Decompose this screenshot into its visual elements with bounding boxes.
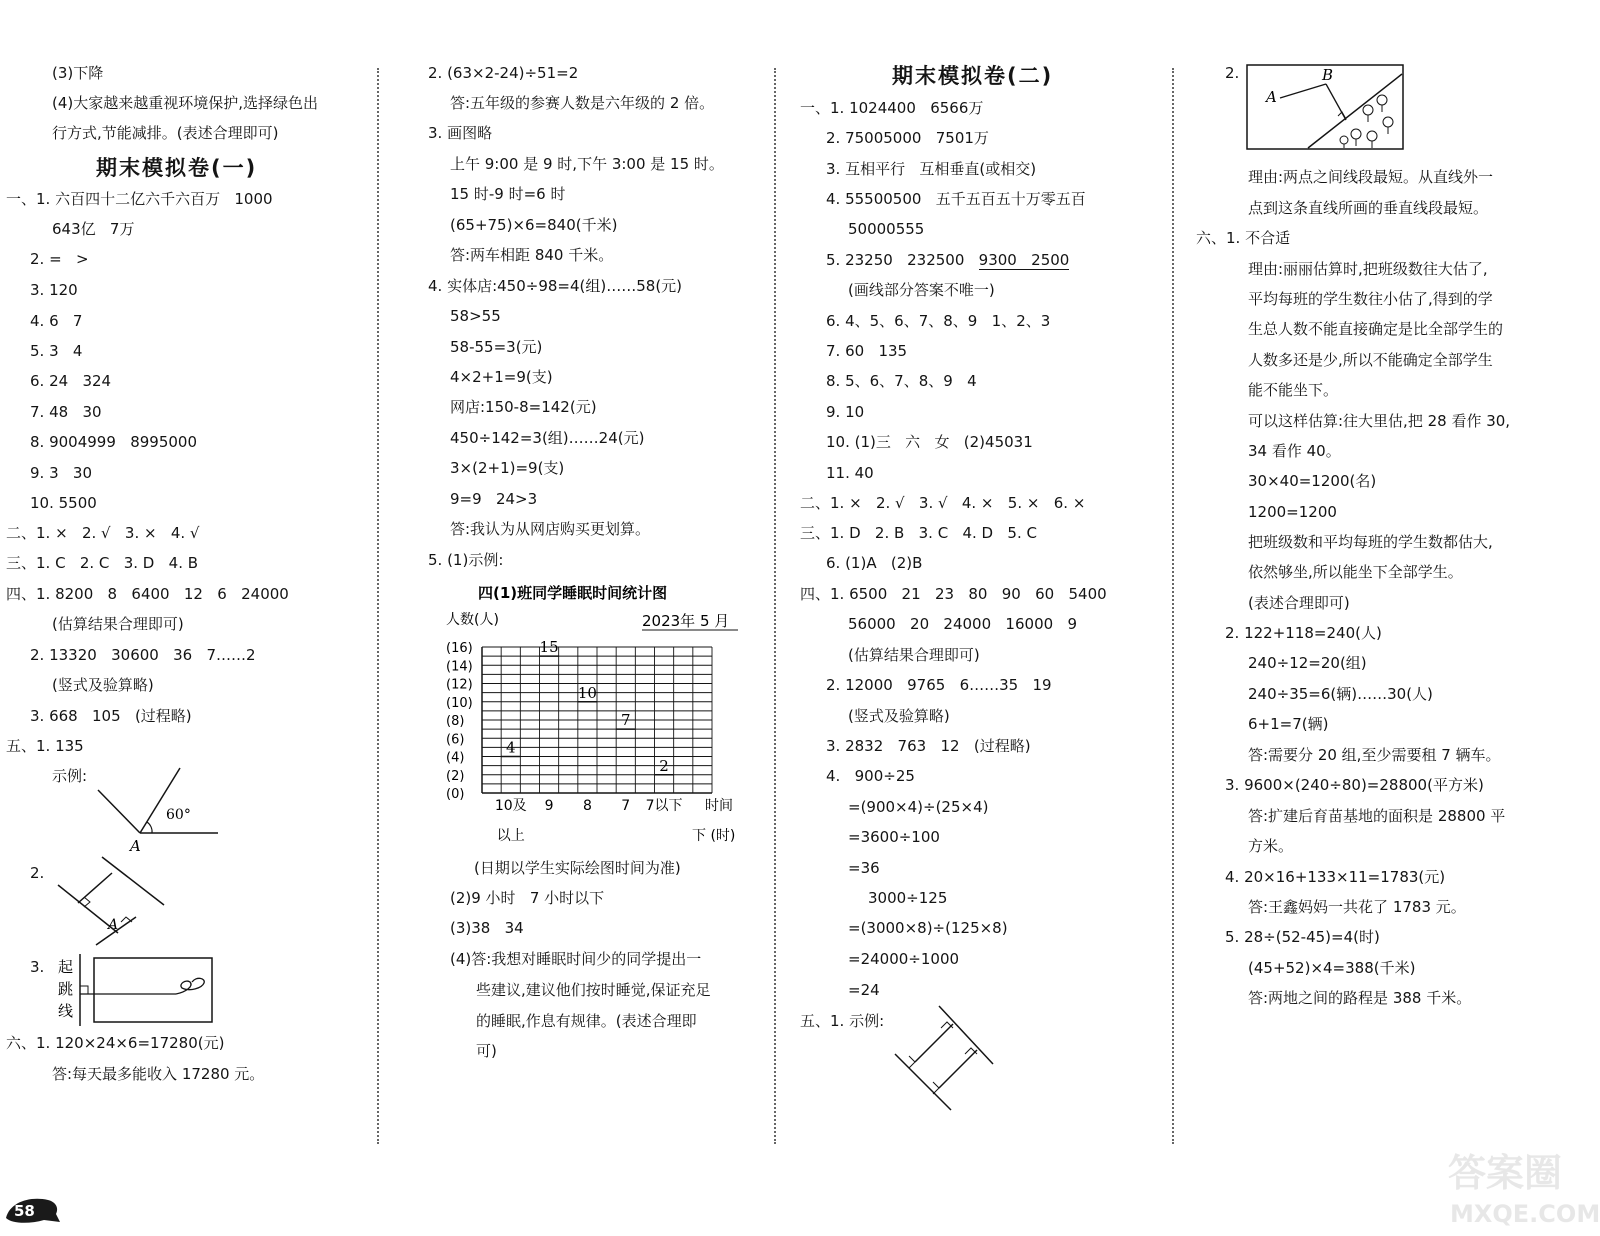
long-jump-diagram — [58, 952, 228, 1032]
angle-diagram — [90, 765, 230, 855]
watermark-text: 答案圈 — [1448, 1151, 1563, 1195]
text-line: =24000÷1000 — [848, 950, 960, 968]
text-line: 9. 3 30 — [30, 464, 93, 482]
text-line: 二、1. × 2. √ 3. √ 4. × 5. × 6. × — [800, 494, 1086, 512]
chart-y-tick: (8) — [446, 714, 465, 729]
text-line: 些建议,建议他们按时睡觉,保证充足 — [476, 981, 711, 999]
text-line: 3. 互相平行 互相垂直(或相交) — [826, 160, 1037, 178]
text-line: 3000÷125 — [868, 889, 948, 907]
text-line: 示例: — [52, 767, 88, 785]
chart-bars — [501, 638, 674, 775]
text-line: 5. 28÷(52-45)=4(时) — [1225, 928, 1380, 946]
text-line: (竖式及验算略) — [52, 676, 154, 694]
chart-y-tick: (6) — [446, 732, 465, 748]
text-line: 三、1. D 2. B 3. C 4. D 5. C — [800, 524, 1037, 542]
column-separator — [1172, 68, 1174, 1144]
text-line: 人数多还是少,所以不能确定全部学生 — [1248, 351, 1493, 369]
text-line: 答:每天最多能收入 17280 元。 — [52, 1065, 265, 1083]
chart-y-tick: (10) — [446, 695, 473, 711]
page-number-badge — [4, 1194, 60, 1224]
start-line-label: 起 — [58, 958, 74, 976]
text-line: 答:王鑫妈妈一共花了 1783 元。 — [1248, 898, 1466, 916]
page-number: 58 — [14, 1202, 35, 1220]
chart-y-ticks — [446, 641, 473, 802]
chart-data-label: 4 — [505, 738, 516, 757]
text-line: 能不能坐下。 — [1248, 381, 1339, 399]
text-line: 答:两车相距 840 千米。 — [450, 246, 614, 264]
text-line: (4)大家越来越重视环境保护,选择绿色出 — [52, 94, 319, 112]
text-line: 240÷12=20(组) — [1248, 654, 1367, 672]
text-line: 方米。 — [1248, 837, 1294, 855]
text-line: =36 — [848, 859, 880, 877]
text-line: 3. — [30, 958, 45, 976]
text-line: 3. 120 — [30, 281, 78, 299]
chart-y-axis-label: 人数(人) — [446, 612, 499, 628]
chart-data-label: 2 — [659, 756, 669, 775]
text-line: 7. 48 30 — [30, 403, 102, 421]
text-line: 2. = > — [30, 250, 89, 268]
text-line: 1200=1200 — [1248, 503, 1337, 521]
text-line: 30×40=1200(名) — [1248, 472, 1377, 490]
text-line: 行方式,节能减排。(表述合理即可) — [52, 124, 279, 142]
text-line: (日期以学生实际绘图时间为准) — [474, 859, 681, 877]
text-line: 可) — [476, 1042, 497, 1060]
text-line: (表述合理即可) — [1248, 594, 1350, 612]
chart-y-tick: (14) — [446, 659, 473, 675]
chart-y-tick: (0) — [446, 787, 465, 802]
text-line: 3. 668 105 (过程略) — [30, 707, 192, 725]
chart-x-tick: 以上 — [496, 828, 525, 844]
text-line: 可以这样估算:往大里估,把 28 看作 30, — [1248, 412, 1511, 430]
text-line: 网店:150-8=142(元) — [450, 398, 597, 416]
text-line: 答:扩建后育苗基地的面积是 28800 平 — [1248, 807, 1506, 825]
text-line: 平均每班的学生数往小估了,得到的学 — [1248, 290, 1493, 308]
text-line: 依然够坐,所以能坐下全部学生。 — [1248, 563, 1463, 581]
text-line: 6. 4、5、6、7、8、9 1、2、3 — [826, 312, 1051, 330]
text-line: 答:两地之间的路程是 388 千米。 — [1248, 989, 1472, 1007]
text-line: (3)下降 — [52, 64, 104, 82]
text-line: 五、1. 135 — [6, 737, 84, 755]
chart-x-axis-label: 时间 — [705, 798, 733, 814]
watermark-logo — [1444, 1142, 1600, 1232]
section-title: 期末模拟卷(二) — [892, 64, 1054, 88]
text-line: 6. 24 324 — [30, 372, 112, 390]
column-separator — [774, 68, 776, 1144]
chart-x-tick: 10及 — [494, 798, 527, 814]
text-line: 4. 900÷25 — [826, 767, 915, 785]
start-line-label: 线 — [58, 1002, 74, 1020]
text-line: 三、1. C 2. C 3. D 4. B — [6, 554, 199, 572]
chart-x-tick: 8 — [582, 798, 592, 814]
text-line: 2. — [1225, 64, 1240, 82]
text-line: 15 时-9 时=6 时 — [450, 185, 566, 203]
text-line: 五、1. 示例: — [800, 1012, 885, 1030]
text-line: 3. 9600×(240÷80)=28800(平方米) — [1225, 776, 1484, 794]
point-a-label: A — [130, 837, 141, 855]
text-line: 一、1. 1024400 6566万 — [800, 99, 984, 117]
text-line: 四、1. 8200 8 6400 12 6 24000 — [6, 585, 289, 603]
text-line: 11. 40 — [826, 464, 874, 482]
perpendicular-diagram — [56, 855, 166, 945]
chart-grid — [482, 647, 712, 793]
text-line: 六、1. 不合适 — [1196, 229, 1291, 247]
chart-data-label: 15 — [539, 638, 559, 657]
shortest-path-diagram — [1246, 64, 1406, 154]
text-line: 把班级数和平均每班的学生数都估大, — [1248, 533, 1493, 551]
text-span: 5. 23250 232500 — [826, 251, 979, 269]
text-line: (估算结果合理即可) — [848, 646, 980, 664]
point-b-label: B — [1322, 66, 1334, 84]
angle-label: 60° — [166, 807, 191, 823]
chart-x-ticks — [495, 798, 683, 844]
chart-date-label: 2023年 5 月 — [642, 612, 730, 630]
text-line: 2. 122+118=240(人) — [1225, 624, 1382, 642]
column-separator — [377, 68, 379, 1144]
text-line: 生总人数不能直接确定是比全部学生的 — [1248, 320, 1504, 338]
chart-y-tick: (2) — [446, 768, 465, 784]
text-line: 5. (1)示例: — [428, 551, 504, 569]
text-line: (估算结果合理即可) — [52, 615, 184, 633]
text-line: 450÷142=3(组)……24(元) — [450, 429, 645, 447]
text-line: 2. 12000 9765 6……35 19 — [826, 676, 1052, 694]
watermark-url: MXQE.COM — [1450, 1200, 1600, 1228]
section-title: 期末模拟卷(一) — [96, 156, 258, 180]
chart-y-tick: (16) — [446, 641, 473, 656]
text-line: 理由:丽丽估算时,把班级数往大估了, — [1248, 260, 1488, 278]
text-line: 4. 20×16+133×11=1783(元) — [1225, 868, 1446, 886]
text-line: 2. — [30, 864, 45, 882]
text-line: 58-55=3(元) — [450, 338, 543, 356]
text-line: 3. 画图略 — [428, 124, 493, 142]
text-line: 四、1. 6500 21 23 80 90 60 5400 — [800, 585, 1107, 603]
text-line: 6. (1)A (2)B — [826, 554, 923, 572]
text-line: 56000 20 24000 16000 9 — [848, 615, 1077, 633]
chart-x-tick: 7 — [621, 798, 631, 814]
point-a-label: A — [108, 917, 119, 933]
text-line: 34 看作 40。 — [1248, 442, 1341, 460]
text-line: 六、1. 120×24×6=17280(元) — [6, 1034, 225, 1052]
text-line: =24 — [848, 981, 880, 999]
text-line: 上午 9:00 是 9 时,下午 3:00 是 15 时。 — [450, 155, 724, 173]
text-line: 8. 5、6、7、8、9 4 — [826, 372, 977, 390]
text-line: 3. 2832 763 12 (过程略) — [826, 737, 1031, 755]
text-line: (45+52)×4=388(千米) — [1248, 959, 1416, 977]
text-line: 4×2+1=9(支) — [450, 368, 553, 386]
text-line: 一、1. 六百四十二亿六千六百万 1000 — [6, 190, 273, 208]
chart-data-label: 7 — [620, 711, 631, 730]
text-line: (65+75)×6=840(千米) — [450, 216, 618, 234]
chart-x-tick: 7以下 — [645, 798, 683, 814]
text-line: 10. (1)三 六 女 (2)45031 — [826, 433, 1033, 451]
sleep-time-bar-chart — [430, 578, 760, 848]
chart-y-tick: (4) — [446, 750, 465, 766]
point-a-label: A — [1266, 88, 1277, 106]
text-line: =3600÷100 — [848, 828, 940, 846]
text-line — [826, 249, 1069, 271]
text-line: 答:五年级的参赛人数是六年级的 2 倍。 — [450, 94, 715, 112]
text-line: 的睡眠,作息有规律。(表述合理即 — [476, 1012, 697, 1030]
text-line: 6+1=7(辆) — [1248, 715, 1329, 733]
text-line: (2)9 小时 7 小时以下 — [450, 889, 605, 907]
text-line: =(3000×8)÷(125×8) — [848, 919, 1008, 937]
text-line: 4. 6 7 — [30, 312, 83, 330]
text-line: 10. 5500 — [30, 494, 97, 512]
text-line: 2. 13320 30600 36 7……2 — [30, 646, 256, 664]
text-line: 5. 3 4 — [30, 342, 83, 360]
chart-title: 四(1)班同学睡眠时间统计图 — [478, 584, 668, 602]
text-line: 4. 实体店:450÷98=4(组)……58(元) — [428, 277, 683, 295]
text-line: (4)答:我想对睡眠时间少的同学提出一 — [450, 950, 702, 968]
text-line: 答:需要分 20 组,至少需要租 7 辆车。 — [1248, 746, 1501, 764]
chart-y-tick: (12) — [446, 677, 473, 693]
text-line: 理由:两点之间线段最短。从直线外一 — [1248, 168, 1494, 186]
text-line: 8. 9004999 8995000 — [30, 433, 197, 451]
text-line: =(900×4)÷(25×4) — [848, 798, 989, 816]
square-perpendicular-diagram — [893, 1004, 1003, 1114]
text-line: (3)38 34 — [450, 919, 524, 937]
text-line: (竖式及验算略) — [848, 707, 950, 725]
text-line: 答:我认为从网店购买更划算。 — [450, 520, 651, 538]
text-line: 643亿 7万 — [52, 220, 135, 238]
text-line: 二、1. × 2. √ 3. × 4. √ — [6, 524, 200, 542]
start-line-label: 跳 — [58, 980, 74, 998]
chart-x-axis-unit: 下 (时) — [692, 828, 736, 844]
text-line: 9. 10 — [826, 403, 865, 421]
chart-data-label: 10 — [577, 683, 597, 702]
text-line: 点到这条直线所画的垂直线段最短。 — [1248, 199, 1489, 217]
chart-x-tick: 9 — [544, 798, 554, 814]
text-line: 240÷35=6(辆)……30(人) — [1248, 685, 1433, 703]
text-line: 2. 75005000 7501万 — [826, 129, 989, 147]
text-line: 2. (63×2-24)÷51=2 — [428, 64, 579, 82]
text-line: 9=9 24>3 — [450, 490, 538, 508]
text-line: 4. 55500500 五千五百五十万零五百 — [826, 190, 1086, 208]
underlined-answer: 9300 2500 — [978, 251, 1070, 269]
text-line: 58>55 — [450, 307, 501, 325]
tree-icons — [1340, 95, 1393, 148]
text-line: (画线部分答案不唯一) — [848, 281, 995, 299]
text-line: 7. 60 135 — [826, 342, 908, 360]
text-line: 3×(2+1)=9(支) — [450, 459, 565, 477]
text-line: 50000555 — [848, 220, 925, 238]
